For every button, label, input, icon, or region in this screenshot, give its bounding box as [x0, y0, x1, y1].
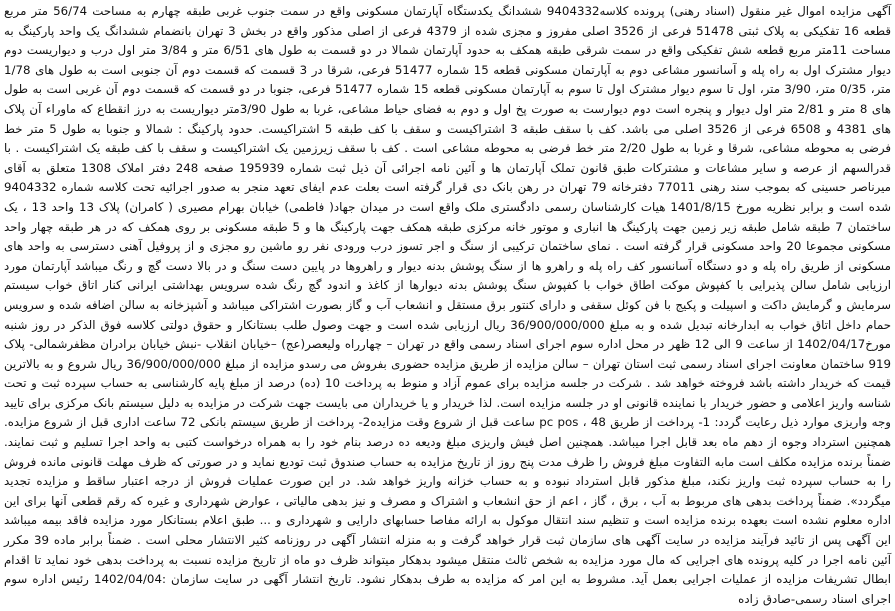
auction-notice-text: آگهی مزایده اموال غیر منقول (اسناد رهنی) پرونده کلاسه9404332 ششدانگ یکدستگاه آپارتمان مسکونی واقع در سمت جنوب غربی طبقه چهارم به مساحت 56/74 متر مربع قطعه 16 تفکیکی به پلاک ثبتی 51478 فرعی از 3526 اصلی مفروز و مجزی شده از 4379 فرعی از اصلی مذکور واقع در بخش 3 تهران بانضمام ششدانگ یک واحد پارکینگ به مساحت 11متر مربع قطعه شش تفکیکی واقع در سمت شرقی طبقه همکف به حدود آپارتمان شمالا در دو قسمت به طول های 6/51 متر و 3/84 متر اول درب و دیواریست دوم دیوار مشترک اول به راه پله و آسانسور مشاعی دوم به آپارتمان مسکونی قطعه 15 شماره 51477 فرعی، شرقا در 3 قسمت که قسمت دوم آن جنوبی است به طول های 1/78 متر، 0/35 متر، 3/90 متر، اول تا سوم دیوار مشترک اول تا سوم به آپارتمان مسکونی قطعه 15 شماره 51477 فرعی، جنوبا در دو قسمت که قسمت دوم آن غربی است به طول های 8 متر و 2/81 متر اول دیوار و پنجره است دوم دیوارست به صورت پخ اول و دوم به فضای حیاط مشاعی، غربا به طول 3/90متر دیواریست به درز انقطاع که ماوراء آن پلاک های 4381 و 6508 فرعی از 3526 اصلی می باشد. کف با سقف طبقه 3 اشتراکیست و سقف با کف طبقه 5 اشتراکیست. حدود پارکینگ : شمالا و جنوبا به طول 5 متر خط فرضی به محوطه مشاعی، شرقا و غربا به طول 2/20 متر خط فرضی به محوطه مشاعی است . کف با سقف زیرزمین یک اشتراکیست و سقف با کف طبقه یک اشتراکیست . با قدرالسهم از عرصه و سایر مشاعات و مشترکات طبق قانون تملک آپارتمان ها و آئین نامه اجرائی آن ذیل ثبت شماره 195939 صفحه 248 دفتر املاک 1308 متعلق به آقای میرناصر حسینی که بموجب سند رهنی 77011 دفترخانه 79 تهران در رهن بانک دی قرار گرفته است بعلت عدم ایفای تعهد منجر به صدور اجرائیه تحت کلاسه شماره 9404332 شده است و برابر نظریه مورخ 1401/8/15 هیات کارشناسان رسمی دادگستری ملک واقع است در میدان جهاد( فاطمی) خیابان بهرام مصیری ( کامران) پلاک 13 واحد 13 ، یک ساختمان 7 طبقه شامل طبقه زیر زمین جهت پارکینگ ها انباری و موتور خانه مرکزی طبقه همکف جهت پارکینگ ها و 5 طبقه مسکونی بر روی همکف که در هر طبقه چهار واحد مسکونی مجموعا 20 واحد مسکونی قرار گرفته است . نمای ساختمان ترکیبی از سنگ و اجر تسوز درب ورودی نفر رو ماشین رو مجزی و از پروفیل آهنی دسترسی به واحد های مسکونی از طریق راه پله و دو دستگاه آسانسور کف راه پله و راهرو ها از سنگ پوشش بدنه دیوار و راهروها در پایین دست سنگ و در بالا دست گچ و رنگ میباشد آپارتمان مورد ارزیابی شامل سالن پذیرایی با کفپوش موکت اطاق خواب با کفپوش سنگ پوشش بدنه دیوارها از کاغذ و اندود گچ رنگ شده سرویس بهداشتی ایرانی کنار اتاق خواب سیستم سرمایش و گرمایش داکت و اسپیلت و پکیج با فن کوئل سقفی و دارای کنتور برق مستقل و انشعاب آب و گاز بصورت اشتراکی میباشد و آشپزخانه به سالن اضافه شده و سرویس حمام داخل اتاق خواب به ابدارخانه تبدیل شده و به مبلغ 36/900/000/000 ریال ارزیابی شده است و جهت وصول طلب بستانکار و حقوق دولتی کلاسه فوق الذکر در روز شنبه مورخ1402/04/17 از ساعت 9 الی 12 ظهر در محل اداره سوم اجرای اسناد رسمی واقع در تهران – چهارراه ولیعصر(عج) –خیابان انقلاب -نبش خیابان برادران مظفرشمالی- پلاک 919 ساختمان معاونت اجرای اسناد رسمی ثبت استان تهران – سالن مزایده از طریق مزایده حضوری بفروش می رسدو مزایده از مبلغ 36/900/000/000 ریال شروع و به بالاترین قیمت که خریدار داشته باشد فروخته خواهد شد . شرکت در جلسه مزایده برای عموم آزاد و منوط به پرداخت 10 (ده) درصد از مبلغ پایه کارشناسی به حساب سپرده ثبت و تحت شناسه واریز اعلامی و حضور خریدار با نماینده قانونی او در جلسه مزایده است. لذا خریدار و یا خریداران می بایست جهت شرکت در مزایده به دلیل سیستم بانک مرکزی برای تایید وجه واریزی موارد ذیل رعایت گردد: 1- پرداخت از طریق pc pos ، 48 ساعت قبل از شروع وقت مزایده2- پرداخت از طریق سیستم بانکی 72 ساعت اداری قبل از شروع مزایده. همچنین استرداد وجوه از دهم ماه بعد قابل اجرا میباشد. همچنین اصل فیش واریزی مبلغ ودیعه ده درصد بنام خود را به همراه درخواست کتبی به واحد اجرا تسلیم و ثبت نمایند. ضمناً برنده مزایده مکلف است مابه التفاوت مبلغ فروش را ظرف مدت پنج روز از تاریخ مزایده به حساب صندوق ثبت تودیع نماید و در صورتی که ظرف مهلت قانونی مانده فروش را به حساب سپرده ثبت واریز نکند، مبلغ مذکور قابل استرداد نبوده و به حساب خزانه واریز خواهد شد. در این صورت عملیات فروش از درجه اعتبار ساقط و مزایده تجدید میگردد». ضمناً پرداخت بدهی های مربوط به آب ، برق ، گاز ، اعم از حق انشعاب و اشتراک و مصرف و نیز بدهی مالیاتی ، عوارض شهرداری و غیره که رقم قطعی آنها برای این اداره معلوم نشده است بعهده برنده مزایده است و تنظیم سند انتقال موکول به ارائه مفاصا حسابهای دارایی و شهرداری و ... طبق اعلام بستانکار مورد مزایده فاقد بیمه میباشد این آگهی پس از تائید فرآیند مزایده در سایت آگهی های سازمان ثبت قرار خواهد گرفت و به منزله انتشار آگهی در روزنامه کثیر الانتشار محلی است . ضمناً برابر ماده 39 مکرر آئین نامه اجرا در کلیه پرونده های اجرایی که مال مورد مزایده به شخص ثالث منتقل میشود بدهکار میتواند ظرف دو ماه از تاریخ مزایده نسبت به پرداخت بدهی خود نماید تا اقدام ابطال تشریفات مزایده از عملیات اجرایی بعمل آید. مشروط به این امر که مزایده به طرف بدهکار نشود. تاریخ انتشار آگهی در سایت سازمان :1402/04/04 رئیس اداره سوم اجرای اسناد رسمی-صادق زاده — [4, 4, 892, 606]
